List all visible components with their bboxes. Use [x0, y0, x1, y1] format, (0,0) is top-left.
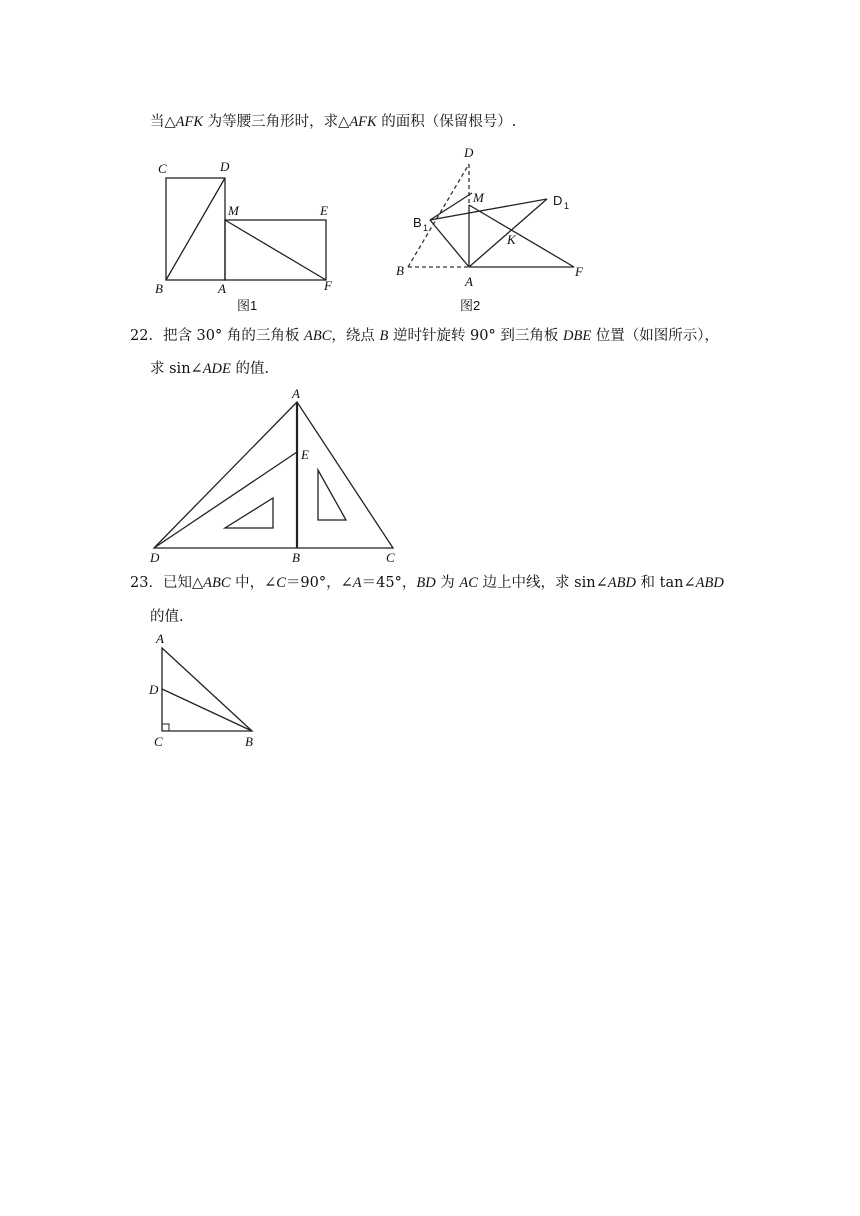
fig1-label-e: E [320, 203, 328, 218]
q22-label-c: C [386, 550, 395, 565]
q22-text-line2: 求 sin∠ADE 的值. [150, 361, 270, 377]
q22-label-e: E [301, 447, 309, 462]
q22-label-b: B [292, 550, 300, 565]
fig2-label-d: D [464, 145, 474, 160]
q23-label-b: B [245, 734, 253, 749]
fig2-label-b: B [396, 263, 404, 278]
q23-text-line1: 23．已知△ABC 中，∠C＝90°，∠A＝45°，BD 为 AC 边上中线，求 sin∠ABD 和 tan∠ABD [130, 575, 724, 591]
fig1-label-f: F [324, 278, 332, 293]
q23-label-a: A [156, 631, 164, 646]
q23-label-c: C [154, 734, 163, 749]
fig2-label-k: K [507, 232, 516, 247]
fig1-label-m: M [228, 203, 239, 218]
fig2-label-a: A [465, 274, 473, 289]
fig2-label-d1: D [553, 193, 563, 208]
fig2-label-b1-sub: 1 [423, 223, 429, 233]
fig2-label-m: M [473, 190, 484, 205]
fig1-label-b: B [155, 281, 163, 296]
q22-label-d: D [150, 550, 160, 565]
fig2-label-b1: B [413, 215, 422, 230]
q22-text-line1: 22．把含 30° 角的三角板 ABC，绕点 B 逆时针旋转 90° 到三角板 DBE 位置（如图所示）， [130, 328, 720, 344]
fig2-label-d1-sub: 1 [564, 201, 570, 211]
line-bd [162, 689, 252, 731]
fig1-label-c: C [158, 161, 167, 176]
fig1-label-a: A [218, 281, 226, 296]
right-angle-mark [162, 724, 169, 731]
figure-q23-lines [162, 648, 252, 731]
fig2-caption: 图2 [460, 298, 481, 313]
q22-label-a: A [292, 386, 300, 401]
q23-label-d: D [149, 682, 159, 697]
fig1-caption: 图1 [237, 298, 258, 313]
q23-text-line2: 的值. [150, 609, 184, 625]
triangle-abc [162, 648, 252, 731]
fig2-label-f: F [575, 264, 583, 279]
fig1-label-d: D [220, 159, 230, 174]
q21-text: 当△AFK 为等腰三角形时，求△AFK 的面积（保留根号）. [150, 114, 517, 130]
